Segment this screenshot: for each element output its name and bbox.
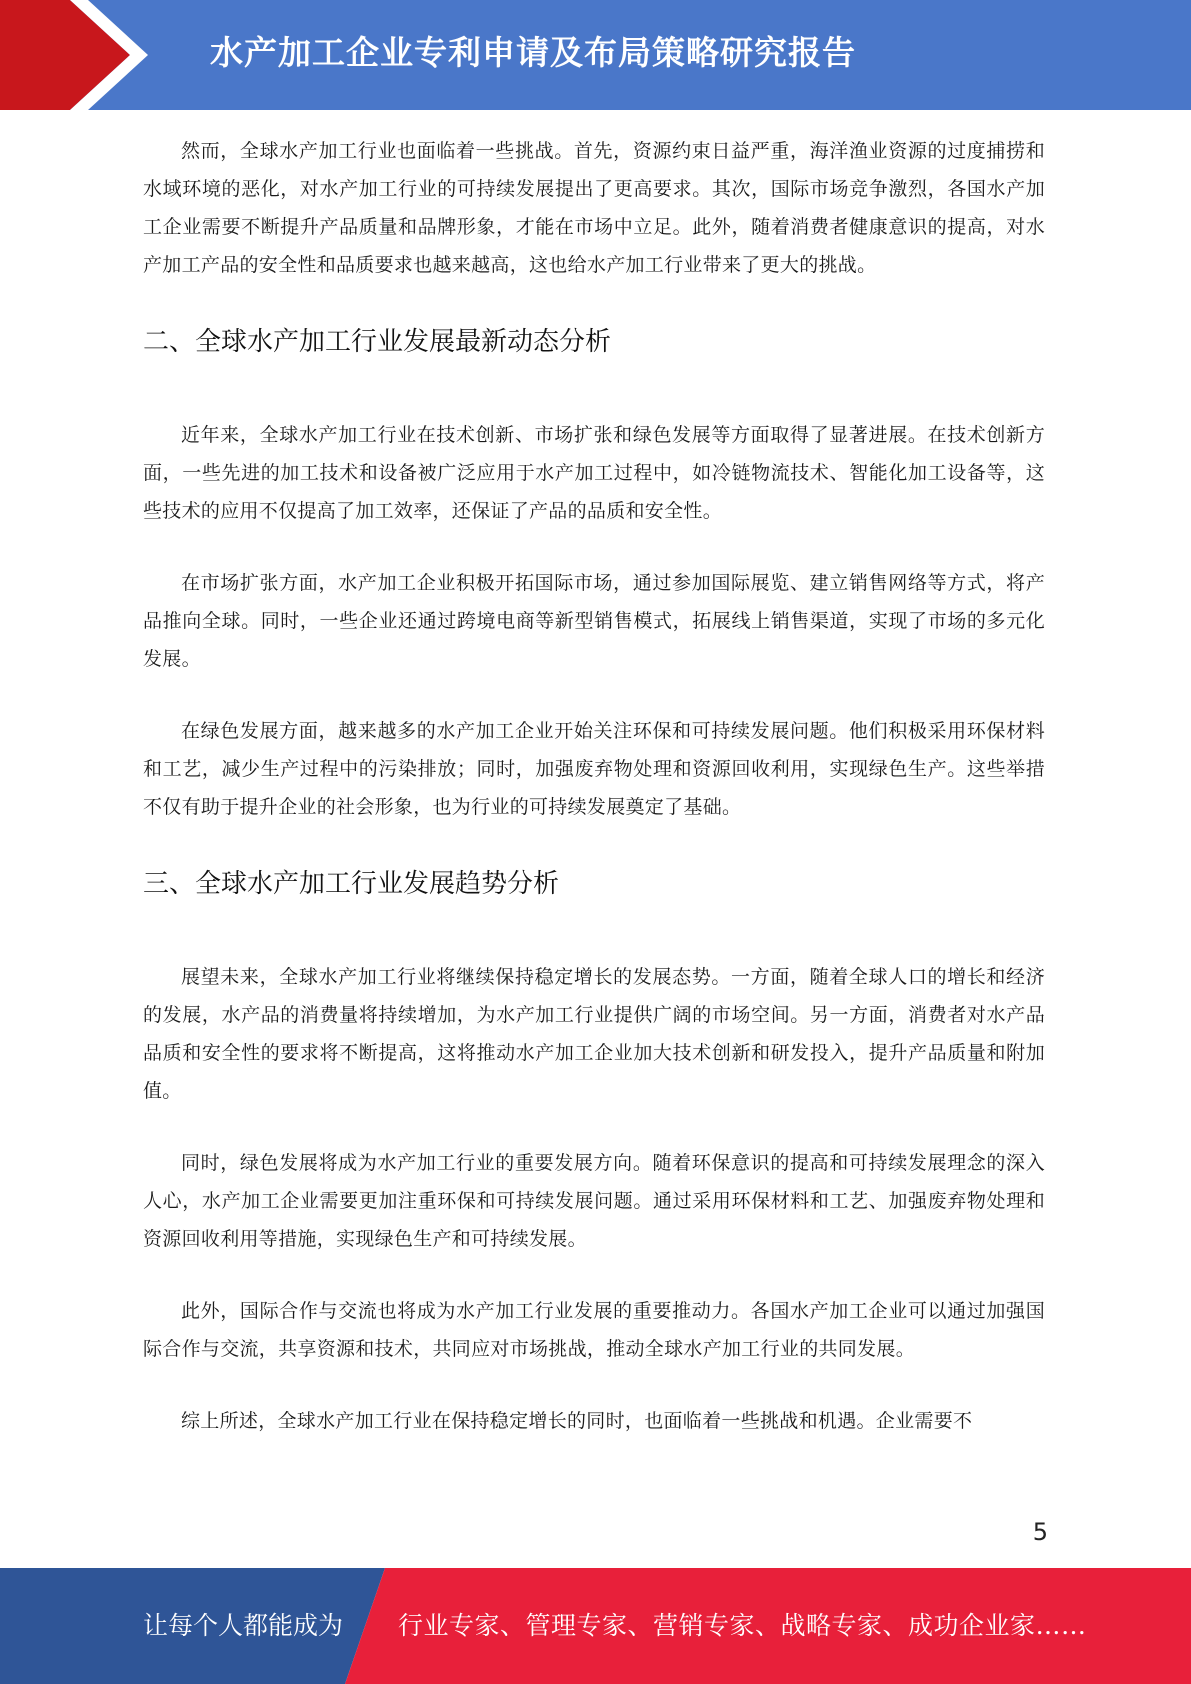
footer-slogan-left: 让每个人都能成为: [143, 1611, 344, 1640]
footer-slogan-right: 行业专家、管理专家、营销专家、战略专家、成功企业家……: [398, 1611, 1087, 1640]
page-body: [143, 132, 1045, 1440]
section-heading-3: 三、全球水产加工行业发展趋势分析: [143, 869, 560, 899]
paragraph: 此外，国际合作与交流也将成为水产加工行业发展的重要推动力。各国水产加工企业可以通过加强国际合作与交流，共享资源和技术，共同应对市场挑战，推动全球水产加工行业的共同发展。: [143, 1300, 1045, 1360]
paragraph: 在绿色发展方面，越来越多的水产加工企业开始关注环保和可持续发展问题。他们积极采用环保材料和工艺，减少生产过程中的污染排放；同时，加强废弃物处理和资源回收利用，实现绿色生产。这些举措不仅有助于提升企业的社会形象，也为行业的可持续发展奠定了基础。: [143, 720, 1045, 818]
paragraph: 综上所述，全球水产加工行业在保持稳定增长的同时，也面临着一些挑战和机遇。企业需要不: [181, 1410, 973, 1432]
page-number: 5: [1032, 1518, 1048, 1546]
footer-banner: [0, 1568, 1191, 1684]
paragraph: 同时，绿色发展将成为水产加工行业的重要发展方向。随着环保意识的提高和可持续发展理念的深入人心，水产加工企业需要更加注重环保和可持续发展问题。通过采用环保材料和工艺、加强废弃物处理和资源回收利用等措施，实现绿色生产和可持续发展。: [143, 1152, 1045, 1250]
section-heading-2: 二、全球水产加工行业发展最新动态分析: [143, 327, 612, 357]
header-banner: [0, 0, 1191, 110]
paragraph: 在市场扩张方面，水产加工企业积极开拓国际市场，通过参加国际展览、建立销售网络等方式，将产品推向全球。同时，一些企业还通过跨境电商等新型销售模式，拓展线上销售渠道，实现了市场的多元化发展。: [143, 572, 1045, 670]
paragraph: 近年来，全球水产加工行业在技术创新、市场扩张和绿色发展等方面取得了显著进展。在技术创新方面，一些先进的加工技术和设备被广泛应用于水产加工过程中，如冷链物流技术、智能化加工设备等，这些技术的应用不仅提高了加工效率，还保证了产品的品质和安全性。: [143, 424, 1045, 522]
paragraph: 展望未来，全球水产加工行业将继续保持稳定增长的发展态势。一方面，随着全球人口的增长和经济的发展，水产品的消费量将持续增加，为水产加工行业提供广阔的市场空间。另一方面，消费者对水产品品质和安全性的要求将不断提高，这将推动水产加工企业加大技术创新和研发投入，提升产品质量和附加值。: [143, 966, 1045, 1102]
header-arrow-decoration: [0, 0, 150, 110]
report-title: 水产加工企业专利申请及布局策略研究报告: [210, 33, 856, 72]
paragraph: 然而，全球水产加工行业也面临着一些挑战。首先，资源约束日益严重，海洋渔业资源的过度捕捞和水域环境的恶化，对水产加工行业的可持续发展提出了更高要求。其次，国际市场竞争激烈，各国水产加工企业需要不断提升产品质量和品牌形象，才能在市场中立足。此外，随着消费者健康意识的提高，对水产加工产品的安全性和品质要求也越来越高，这也给水产加工行业带来了更大的挑战。: [143, 140, 1045, 276]
